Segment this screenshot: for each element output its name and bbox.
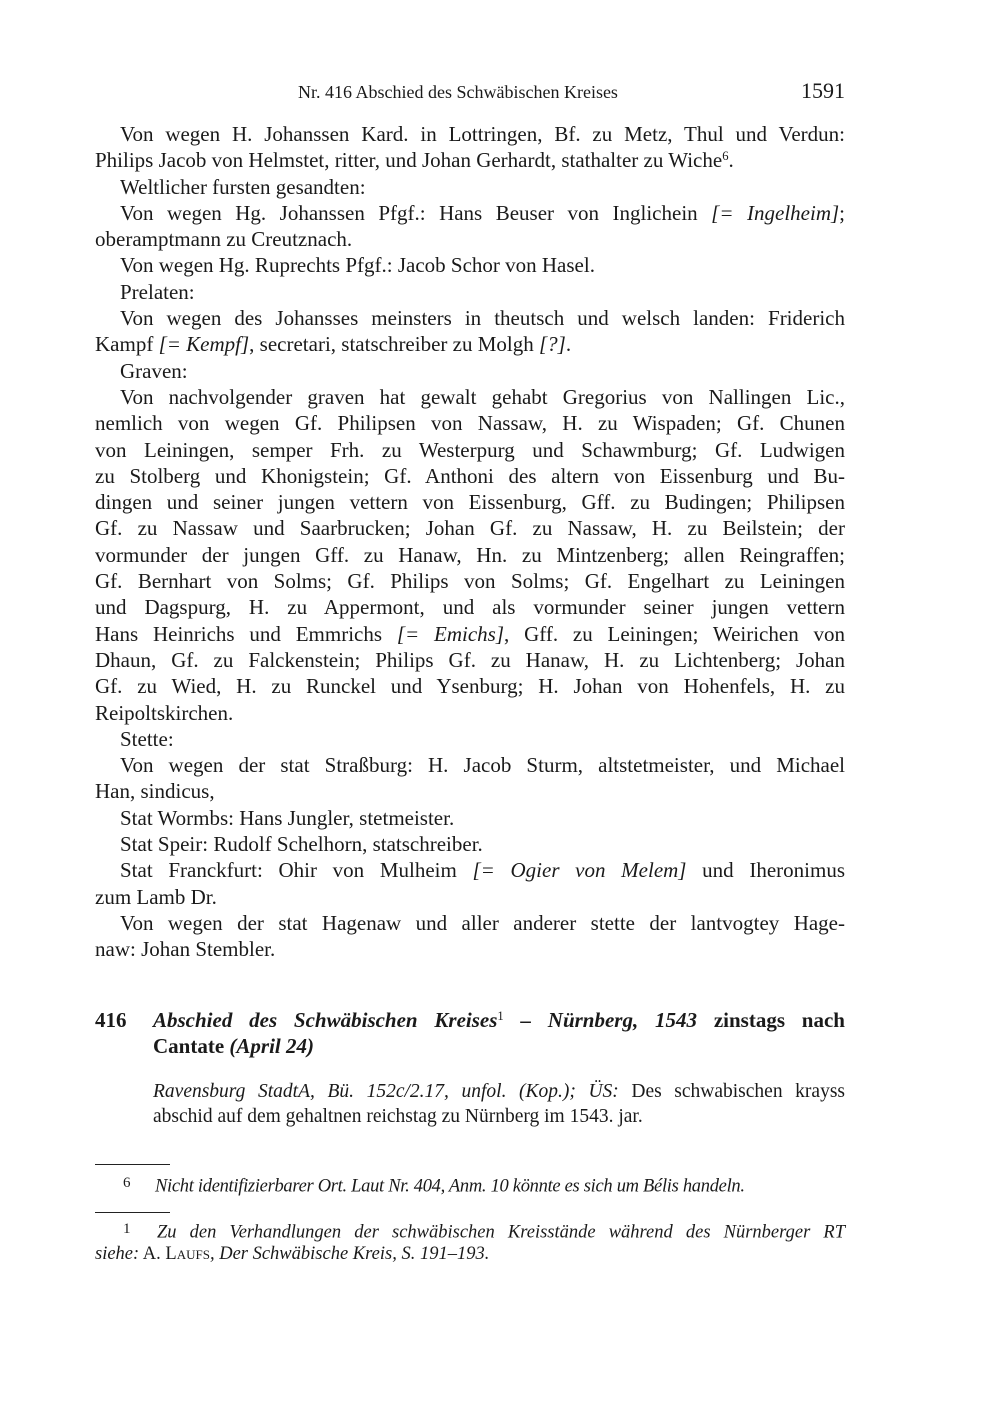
title-date: (April 24) [229,1034,314,1059]
paragraph [95,279,845,305]
main-text [95,121,845,963]
source-text: Des schwabischen krayss [618,1081,845,1102]
text-line [95,384,845,410]
footnote-text: , Der Schwäbische Kreis, S. 191–193. [209,1244,490,1264]
text-line [95,331,845,357]
source-line2: abschid auf dem gehaltnen reichstag zu Nürnberg im 1543. jar. [153,1106,643,1127]
text-segment: . [728,148,734,173]
paragraph [95,121,845,174]
text-segment: vormunder der jungen Gff. zu Hanaw, Hn. zu Mintzenberg; allen Reingraffen; [95,542,845,567]
text-segment: zu Stolberg und Khonigstein; Gf. Anthoni des altern von Eissenburg und Bu- [95,463,845,488]
paragraph [95,305,845,358]
text-segment: oberamptmann zu Creutznach. [95,227,353,252]
footnote-ref[interactable]: 6 [722,149,729,164]
text-segment: Stat Wormbs: Hans Jungler, stetmeister. [120,805,455,830]
text-line [95,305,845,331]
document-title [153,1007,845,1060]
footnote-ref[interactable]: 1 [497,1009,504,1024]
editorial-note: [= Ingelheim] [711,200,840,225]
text-segment: Gf. Bernhart von Solms; Gf. Philips von Solms; Gf. Engelhart zu Leiningen [95,569,845,594]
text-segment: von Leiningen, semper Frh. zu Westerpurg und Schawmburg; Gf. Ludwigen [95,437,845,462]
text-segment: nemlich von wegen Gf. Philipsen von Nassaw, H. zu Wispaden; Gf. Chunen [95,411,845,436]
editorial-note: [= Emichs] [396,621,505,646]
text-line [95,226,845,252]
text-segment: ; [839,200,845,225]
editorial-note: [?] [538,332,566,357]
text-segment: Stette: [120,726,174,751]
text-line [95,857,845,883]
footnote-author: A. Laufs [139,1244,210,1264]
text-segment: Dhaun, Gf. zu Falckenstein; Philips Gf. zu Hanaw, H. zu Lichtenberg; Johan [95,647,845,672]
text-line [95,147,845,173]
text-segment: Von wegen der stat Straßburg: H. Jacob Sturm, altstetmeister, und Michael [120,753,845,778]
footnote-6 [95,1171,845,1200]
text-segment: Stat Franckfurt: Ohir von Mulheim [120,858,473,883]
paragraph [95,857,845,910]
text-line [95,489,845,515]
text-line [95,831,845,857]
text-segment: Stat Speir: Rudolf Schelhorn, statschreiber. [120,832,483,857]
editorial-note: [= Ogier von Melem] [472,858,687,883]
text-line [95,700,845,726]
text-segment: Prelaten: [120,279,195,304]
text-segment: Hans Heinrichs und Emmrichs [95,621,397,646]
text-segment: Von nachvolgender graven hat gewalt gehabt Gregorius von Nallingen Lic., [120,384,845,409]
text-segment: Von wegen des Johansses meinsters in theutsch und welsch landen: Friderich [120,306,845,331]
text-segment: Kampf [95,332,159,357]
footnote-text: Zu den Verhandlungen der schwäbischen Kreisstände während des Nürnberger RT [157,1222,845,1243]
title-rest: zinstags nach [697,1008,845,1032]
text-line [95,252,845,278]
paragraph [95,831,845,857]
footnote-1 [95,1217,845,1267]
paragraph [95,805,845,831]
document-source [153,1079,845,1129]
editorial-note: [= Kempf] [158,332,250,357]
text-segment: dingen und seiner jungen vettern von Eissenburg, Gff. zu Budingen; Philipsen [95,490,845,515]
text-segment: , secretari, statschreiber zu Molgh [249,332,539,357]
paragraph [95,726,845,752]
text-segment: Weltlicher fursten gesandten: [120,174,366,199]
text-line [95,594,845,620]
text-segment: Gf. zu Wied, H. zu Runckel und Ysenburg; H. Johan von Hohenfels, H. zu [95,674,845,699]
text-segment: Philips Jacob von Helmstet, ritter, und Johan Gerhardt, stathalter zu Wiche [95,148,723,173]
text-segment: Han, sindicus, [95,779,215,804]
running-title: Nr. 416 Abschied des Schwäbischen Kreises [298,82,618,102]
running-head [95,80,845,106]
text-segment: , Gff. zu Leiningen; Weirichen von [504,621,846,646]
text-line [95,568,845,594]
title-place: – Nürnberg, 1543 [503,1008,698,1032]
text-line [95,358,845,384]
footnote-text: siehe: [95,1244,140,1264]
text-line [95,884,845,910]
document-number: 416 [95,1008,127,1032]
text-line [95,410,845,436]
text-segment: und Dagspurg, H. zu Appermont, und als vormunder seiner jungen vettern [95,595,845,620]
text-line [95,910,845,936]
text-segment: naw: Johan Stembler. [95,937,276,962]
paragraph [95,174,845,200]
text-line [95,174,845,200]
text-segment: Graven: [120,358,188,383]
paragraph [95,200,845,253]
text-segment: Von wegen Hg. Ruprechts Pfgf.: Jacob Schor von Hasel. [120,253,595,278]
text-line [95,778,845,804]
paragraph [95,752,845,805]
page-number: 1591 [801,78,845,103]
text-line [95,437,845,463]
text-line [95,463,845,489]
paragraph [95,252,845,278]
text-segment: Von wegen Hg. Johanssen Pfgf.: Hans Beuser von Inglichein [120,200,712,225]
footnote-number: 6 [123,1175,131,1191]
text-segment: Von wegen der stat Hagenaw und aller anderer stette der lantvogtey Hage- [120,910,845,935]
title-italic: Abschied des Schwäbischen Kreises [153,1008,498,1032]
text-line [95,726,845,752]
footnote-rule [95,1212,170,1213]
footnote-number: 1 [123,1221,131,1237]
text-line [95,542,845,568]
paragraph [95,384,845,726]
text-segment: Von wegen H. Johanssen Kard. in Lottringen, Bf. zu Metz, Thul und Verdun: [120,122,845,146]
text-line [95,121,845,147]
source-italic: Ravensburg StadtA, Bü. 152c/2.17, unfol. (Kop.); ÜS: [153,1081,619,1102]
text-segment: Gf. zu Nassaw und Saarbrucken; Johan Gf. zu Nassaw, H. zu Beilstein; der [95,516,845,541]
footnote-rule [95,1164,170,1165]
text-segment: Reipoltskirchen. [95,700,234,725]
text-line [95,200,845,226]
text-line [95,936,845,962]
text-segment: . [565,332,572,357]
text-segment: und Iheronimus [686,858,845,883]
text-line [95,673,845,699]
text-line [95,647,845,673]
paragraph [95,910,845,963]
text-line [95,279,845,305]
text-segment: zum Lamb Dr. [95,884,217,909]
text-line [95,515,845,541]
title-line2: Cantate [153,1034,230,1059]
footnote-text: Nicht identifizierbarer Ort. Laut Nr. 404, Anm. 10 könnte es sich um Bélis handeln. [155,1176,745,1197]
text-line [95,621,845,647]
text-line [95,752,845,778]
text-line [95,805,845,831]
paragraph [95,358,845,384]
